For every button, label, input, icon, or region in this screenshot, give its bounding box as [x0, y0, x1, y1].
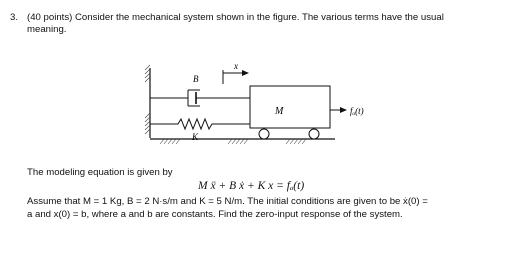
mass-block [250, 86, 330, 128]
question-text-line-2: meaning. [27, 24, 67, 35]
fixed-wall [145, 65, 150, 138]
spring-label: K [192, 132, 199, 142]
force-label: fₐ(t) [350, 106, 364, 116]
modeling-equation: M ẍ + B ẋ + K x = fₐ(t) [198, 180, 305, 192]
spring [150, 119, 250, 129]
question-text-line-1: (40 points) Consider the mechanical system shown in the figure. The various terms have the usual [27, 12, 444, 23]
damper-label: B [193, 74, 199, 84]
left-wheel [259, 129, 269, 139]
question-number: 3. [10, 12, 19, 23]
displacement-label: x [234, 61, 238, 71]
conditions-line-2: a and x(0) = b, where a and b are constants. Find the zero-input response of the system. [27, 209, 403, 220]
modeling-intro: The modeling equation is given by [27, 167, 173, 178]
mass-label: M [275, 106, 284, 117]
ground [150, 139, 335, 144]
damper [150, 90, 250, 106]
displacement-arrow [223, 70, 248, 84]
conditions-line-1: Assume that M = 1 Kg, B = 2 N·s/m and K = 5 N/m. The initial conditions are given to be ẋ(0) = [27, 196, 428, 207]
right-wheel [309, 129, 319, 139]
